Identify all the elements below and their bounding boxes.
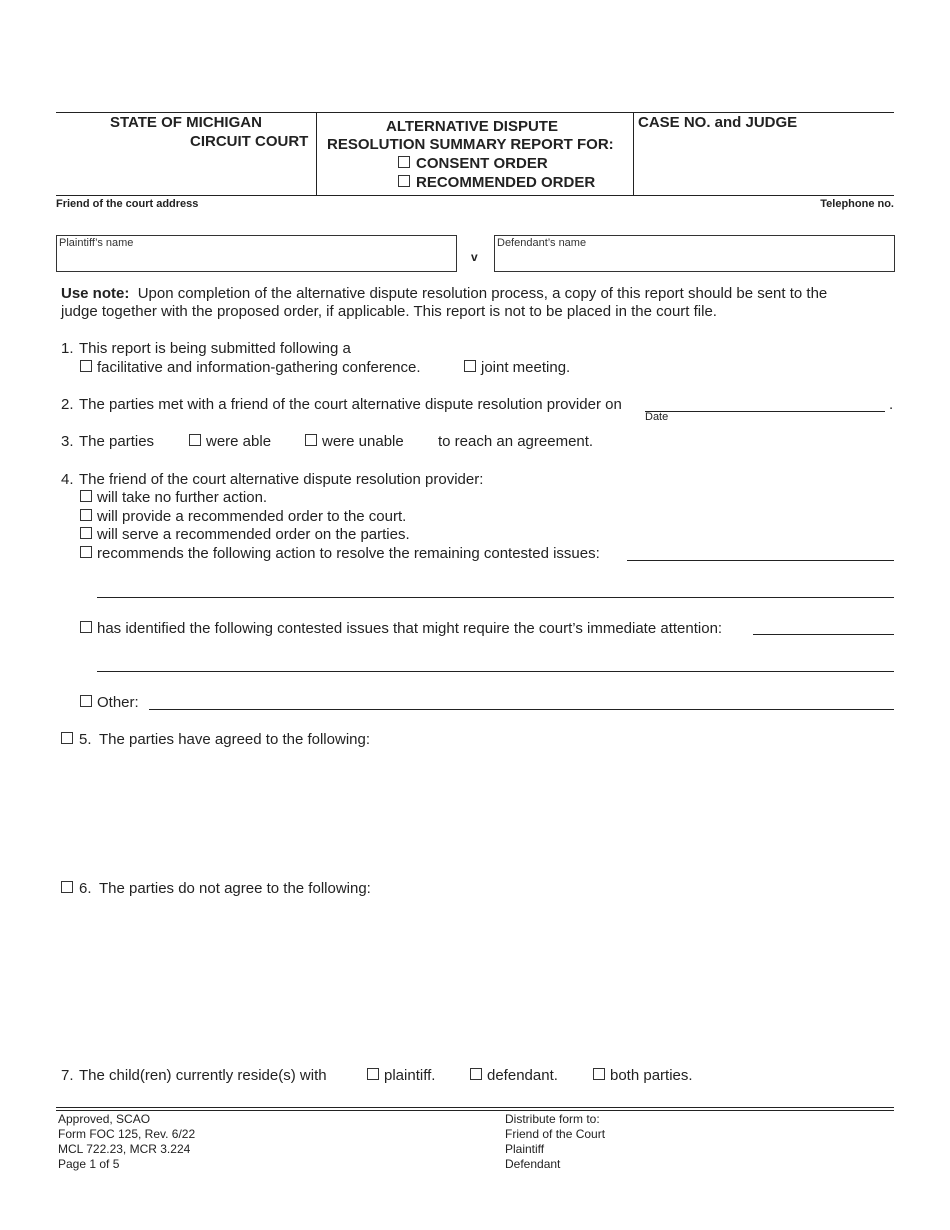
state-name: STATE OF MICHIGAN [110, 114, 262, 131]
item3-were-able-checkbox[interactable] [189, 434, 201, 446]
item7-text: The child(ren) currently reside(s) with [79, 1067, 327, 1084]
header-divider-left [316, 112, 317, 196]
use-note-text-1: Upon completion of the alternative dispute resolution process, a copy of this report should be sent to the [137, 285, 828, 302]
item1-number: 1. [61, 340, 74, 357]
item2-number: 2. [61, 396, 74, 413]
item3-text: The parties [79, 433, 155, 450]
item4-number: 4. [61, 471, 74, 488]
item6-number: 6. [79, 880, 92, 897]
plaintiff-name-field[interactable] [56, 235, 457, 272]
item5-checkbox[interactable] [61, 732, 73, 744]
item4-identified-checkbox[interactable] [80, 621, 92, 633]
item7-defendant-checkbox[interactable] [470, 1068, 482, 1080]
item5-text: The parties have agreed to the following: [99, 731, 371, 748]
use-note-label: Use note: [61, 285, 130, 302]
use-note-line2: judge together with the proposed order, if applicable. This report is not to be placed in the court file. [61, 303, 717, 320]
consent-order-label: CONSENT ORDER [416, 155, 548, 172]
consent-order-checkbox[interactable] [398, 156, 410, 168]
item4-other-label: Other: [97, 694, 139, 711]
item4-recommends-line-1[interactable] [627, 560, 894, 561]
versus-label: v [471, 250, 478, 264]
form-title-line2: RESOLUTION SUMMARY REPORT FOR: [327, 136, 614, 153]
footer-approved: Approved, SCAO [58, 1112, 151, 1126]
footer-rule-bottom [56, 1110, 894, 1111]
item4-identified-label: has identified the following contested issues that might require the court’s immediate attention: [97, 620, 723, 637]
footer-statute: MCL 722.23, MCR 3.224 [58, 1142, 191, 1156]
item4-identified-line-2[interactable] [97, 671, 894, 672]
recommended-order-label: RECOMMENDED ORDER [416, 174, 596, 191]
telephone-label: Telephone no. [820, 198, 894, 210]
item2-text: The parties met with a friend of the court alternative dispute resolution provider on [79, 396, 622, 413]
item4-serve-order-checkbox[interactable] [80, 527, 92, 539]
item1-text: This report is being submitted following a [79, 340, 351, 357]
item3-were-unable-checkbox[interactable] [305, 434, 317, 446]
item6-text: The parties do not agree to the following: [99, 880, 371, 897]
item4-recommends-line-2[interactable] [97, 597, 894, 598]
item7-defendant-label: defendant. [487, 1067, 558, 1084]
foc-address-label: Friend of the court address [56, 198, 199, 210]
footer-rule-top [56, 1107, 894, 1108]
item7-plaintiff-label: plaintiff. [384, 1067, 436, 1084]
item6-checkbox[interactable] [61, 881, 73, 893]
use-note-line1 [61, 285, 827, 303]
item4-other-line[interactable] [149, 709, 894, 710]
item3-were-unable-label: were unable [322, 433, 404, 450]
item3-were-able-label: were able [206, 433, 272, 450]
item4-recommends-checkbox[interactable] [80, 546, 92, 558]
item2-date-line[interactable] [645, 411, 885, 412]
item7-plaintiff-checkbox[interactable] [367, 1068, 379, 1080]
item4-no-action-label: will take no further action. [97, 489, 268, 506]
item4-other-checkbox[interactable] [80, 695, 92, 707]
item4-text: The friend of the court alternative dispute resolution provider: [79, 471, 484, 488]
court-name: CIRCUIT COURT [190, 133, 309, 150]
plaintiff-name-label: Plaintiff’s name [59, 237, 134, 249]
footer-distribute-foc: Friend of the Court [505, 1127, 606, 1141]
item1-conference-label: facilitative and information-gathering conference. [97, 359, 421, 376]
item1-joint-meeting-checkbox[interactable] [464, 360, 476, 372]
footer-distribute-plaintiff: Plaintiff [505, 1142, 545, 1156]
header-divider-right [633, 112, 634, 196]
header-top-rule [56, 112, 894, 113]
item4-identified-line-1[interactable] [753, 634, 894, 635]
defendant-name-field[interactable] [494, 235, 895, 272]
item4-no-action-checkbox[interactable] [80, 490, 92, 502]
form-title-line1: ALTERNATIVE DISPUTE [386, 118, 558, 135]
footer-page-number: Page 1 of 5 [58, 1157, 120, 1171]
footer-distribute-defendant: Defendant [505, 1157, 561, 1171]
footer-distribute-label: Distribute form to: [505, 1112, 600, 1126]
item4-serve-order-label: will serve a recommended order on the parties. [97, 526, 410, 543]
recommended-order-checkbox[interactable] [398, 175, 410, 187]
case-number-label: CASE NO. and JUDGE [638, 114, 798, 131]
footer-form-number: Form FOC 125, Rev. 6/22 [58, 1127, 196, 1141]
item5-number: 5. [79, 731, 92, 748]
item2-date-label: Date [645, 411, 669, 423]
item3-end-text: to reach an agreement. [438, 433, 594, 450]
defendant-name-label: Defendant’s name [497, 237, 587, 249]
item1-joint-meeting-label: joint meeting. [481, 359, 571, 376]
item2-period: . [889, 396, 894, 413]
header-bottom-rule [56, 195, 894, 196]
item1-conference-checkbox[interactable] [80, 360, 92, 372]
item4-provide-order-label: will provide a recommended order to the court. [97, 508, 407, 525]
item4-recommends-label: recommends the following action to resolve the remaining contested issues: [97, 545, 600, 562]
item7-number: 7. [61, 1067, 74, 1084]
item4-provide-order-checkbox[interactable] [80, 509, 92, 521]
item3-number: 3. [61, 433, 74, 450]
item7-both-parties-label: both parties. [610, 1067, 693, 1084]
item7-both-parties-checkbox[interactable] [593, 1068, 605, 1080]
